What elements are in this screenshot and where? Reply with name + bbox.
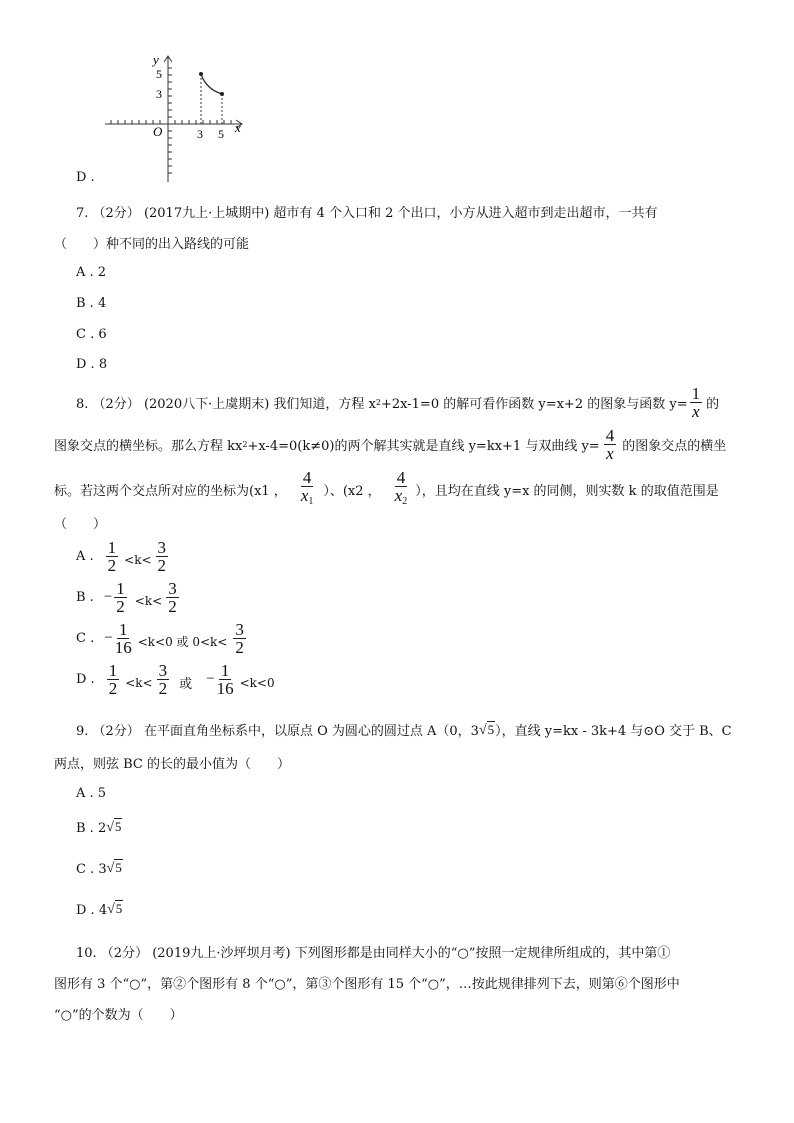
y-tick-3: 3 <box>156 87 162 101</box>
y-axis-label: y <box>153 52 159 67</box>
q8-option-b[interactable]: B . − $\frac{1}{2}$ <k< $\frac{3}{2}$ <box>76 579 177 616</box>
q6-option-d[interactable]: D . <box>76 170 95 185</box>
q9-stem-line2: 两点，则弦 BC 的长的最小值为（ ） <box>54 757 291 772</box>
x-tick-3: 3 <box>197 127 203 141</box>
sqrt-5: √5 <box>478 722 495 738</box>
fraction-1-over-x: $\frac{1}{x}$ <box>691 384 701 421</box>
q7-option-b[interactable]: B . 4 <box>76 296 107 311</box>
q8-option-a[interactable]: A . $\frac{1}{2}$ <k< $\frac{3}{2}$ <box>76 538 167 575</box>
q8-stem-line4: （ ） <box>54 517 107 532</box>
x-tick-5: 5 <box>218 127 224 141</box>
q7-stem-line2: （ ）种不同的出入路线的可能 <box>54 237 250 252</box>
fraction-4-over-x2: $\frac{4}{x_2}$ <box>394 468 408 507</box>
function-curve <box>201 74 222 94</box>
y-tick-5: 5 <box>156 67 162 81</box>
q8-option-d[interactable]: D . $\frac{1}{2}$ <k< $\frac{3}{2}$ 或 − $\frac{1}{16}$ <k<0 <box>76 661 275 698</box>
q10-stem-line1: 10. （2分） (2019九上·沙坪坝月考) 下列图形都是由同样大小的“○”按照一定规律所组成的，其中第① <box>76 946 671 961</box>
fraction-4-over-x: $\frac{4}{x}$ <box>605 426 615 463</box>
q8-stem-line1: 8. （2分） (2020八下·上虞期末) 我们知道，方程 x 2 +2x-1=0 的解可看作函数 y=x+2 的图象与函数 y= $\frac{1}{x}$ 的 <box>76 384 720 421</box>
q9-stem-line1: 9. （2分） 在平面直角坐标系中，以原点 O 为圆心的圆过点 A（0，3 √5 ），直线 y=kx - 3k+4 与⊙O 交于 B、C <box>76 722 732 739</box>
q8-stem-line3: 标。若这两个交点所对应的坐标为(x1 ， $\frac{4}{x_1}$ ）、(x2 ， $\frac{4}{x_2}$ ），且均在直线 y=x 的同侧，则实数 k 的取值范围是 <box>54 468 719 507</box>
q7-option-c[interactable]: C . 6 <box>76 327 107 342</box>
curve-endpoint-left <box>199 72 203 76</box>
q7-option-a[interactable]: A . 2 <box>76 265 107 280</box>
q8-option-c[interactable]: C . − $\frac{1}{16}$ <k<0 或 0<k< $\frac{3}{2}$ <box>76 620 244 657</box>
q10-stem-line3: “○”的个数为（ ） <box>54 1008 183 1023</box>
q10-stem-line2: 图形有 3 个“○”，第②个图形有 8 个“○”，第③个图形有 15 个“○”，…按此规律排列下去，则第⑥个图形中 <box>54 977 680 992</box>
q9-option-d[interactable]: D . 4 √5 <box>76 901 123 918</box>
q9-option-a[interactable]: A . 5 <box>76 786 107 801</box>
q9-option-b[interactable]: B . 2 √5 <box>76 819 122 836</box>
q9-option-c[interactable]: C . 3 √5 <box>76 860 122 877</box>
q7-stem-line1: 7. （2分） (2017九上·上城期中) 超市有 4 个入口和 2 个出口，小方从进入超市到走出超市，一共有 <box>76 206 658 221</box>
curve-endpoint-right <box>220 92 224 96</box>
origin-label: O <box>153 124 163 139</box>
q8-stem-line2: 图象交点的横坐标。那么方程 kx 2 +x-4=0(k≠0)的两个解其实就是直线 y=kx+1 与双曲线 y= $\frac{4}{x}$ 的图象交点的横坐 <box>54 426 727 463</box>
fraction-4-over-x1: $\frac{4}{x_1}$ <box>300 468 314 507</box>
x-axis-label: x <box>235 120 241 135</box>
function-graph <box>100 50 250 185</box>
q7-option-d[interactable]: D . 8 <box>76 357 108 372</box>
